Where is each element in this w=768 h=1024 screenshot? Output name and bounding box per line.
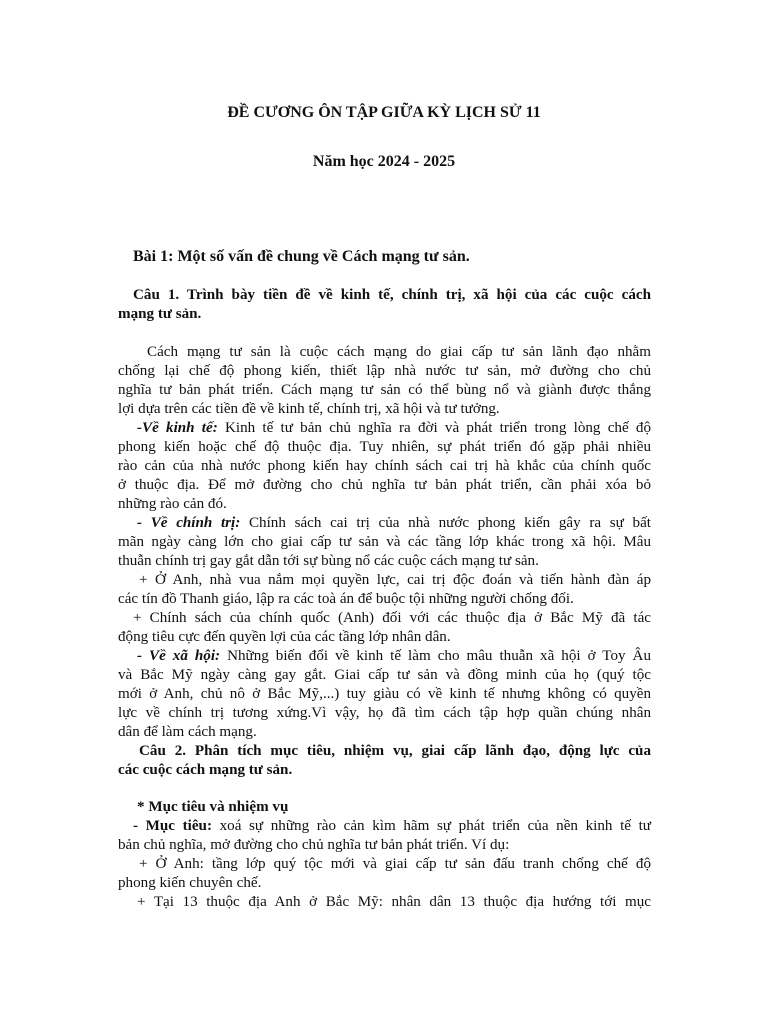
goals-heading: * Mục tiêu và nhiệm vụ: [137, 799, 289, 815]
economy-paragraph: ở thuộc địa. Để mở đường cho chủ nghĩa tư bản phát triển, cần phải xóa bỏ: [118, 477, 651, 493]
intro-paragraph: lợi dựa trên các tiền đề về kinh tế, chính trị, xã hội và tư tưởng.: [118, 401, 500, 417]
goals-paragraph: bản chủ nghĩa, mở đường cho chủ nghĩa tư bản phát triển. Ví dụ:: [118, 837, 510, 853]
economy-label: -Về kinh tế:: [137, 420, 218, 436]
society-text: Những biến đổi về kinh tế làm cho mâu thuẫn xã hội ở Toy Âu: [220, 648, 651, 664]
intro-paragraph: chống lại chế độ phong kiến, thiết lập nhà nước tư sản, mở đường cho chủ: [118, 363, 651, 379]
politics-colonies-item: + Chính sách của chính quốc (Anh) đối với các thuộc địa ở Bắc Mỹ đã tác: [133, 610, 651, 626]
society-paragraph: mới ở Anh, chủ nô ở Bắc Mỹ,...) tuy giàu có về kinh tế nhưng không có quyền: [118, 686, 651, 702]
society-paragraph: và Bắc Mỹ ngày càng gay gắt. Giai cấp tư sản và đồng minh của họ (quý tộc: [118, 667, 651, 683]
economy-text: Kinh tế tư bản chủ nghĩa ra đời và phát triển trong lòng chế độ: [217, 420, 652, 436]
economy-paragraph: rào cản của nhà nước phong kiến hay chính sách cai trị hà khắc của chính quốc: [118, 458, 651, 474]
economy-paragraph: những rào cản đó.: [118, 496, 227, 512]
politics-paragraph: [137, 515, 651, 531]
economy-paragraph: [137, 420, 651, 436]
politics-label: - Về chính trị:: [137, 515, 241, 531]
goals-label: - Mục tiêu:: [133, 818, 212, 834]
intro-paragraph: Cách mạng tư sản là cuộc cách mạng do giai cấp tư sản lãnh đạo nhằm: [147, 344, 651, 360]
goals-england-item: phong kiến chuyên chế.: [118, 875, 262, 891]
question-2-heading: Câu 2. Phân tích mục tiêu, nhiệm vụ, giai cấp lãnh đạo, động lực của: [139, 743, 651, 759]
economy-paragraph: phong kiến hoặc chế độ thuộc địa. Tuy nhiên, sự phát triển đó gặp phải nhiều: [118, 439, 651, 455]
question-1-heading: mạng tư sản.: [118, 306, 202, 322]
society-paragraph: lực về chính trị tương xứng.Vì vậy, họ đã tìm cách tập hợp quần chúng nhân: [118, 705, 651, 721]
politics-paragraph: mãn ngày càng lớn cho giai cấp tư sản và các tầng lớp khác trong xã hội. Mâu: [118, 534, 651, 550]
politics-england-item: + Ở Anh, nhà vua nắm mọi quyền lực, cai trị độc đoán và tiến hành đàn áp: [139, 572, 651, 588]
school-year: Năm học 2024 - 2025: [312, 153, 456, 170]
politics-paragraph: thuẫn chính trị gay gắt dẫn tới sự bùng nổ các cuộc cách mạng tư sản.: [118, 553, 539, 569]
goals-text: xoá sự những rào cản kìm hãm sự phát triển của nền kinh tế tư: [211, 818, 651, 834]
politics-text: Chính sách cai trị của nhà nước phong kiến gây ra sự bất: [240, 515, 651, 531]
politics-england-item: các tín đồ Thanh giáo, lập ra các toà án để buộc tội những người chống đối.: [118, 591, 574, 607]
society-paragraph: [137, 648, 651, 664]
goals-paragraph: [133, 818, 651, 834]
society-paragraph: dân để làm cách mạng.: [118, 724, 257, 740]
goals-thirteen-colonies-item: + Tại 13 thuộc địa Anh ở Bắc Mỹ: nhân dân 13 thuộc địa hướng tới mục: [137, 894, 651, 910]
lesson-heading: Bài 1: Một số vấn đề chung về Cách mạng tư sản.: [133, 248, 470, 265]
goals-england-item: + Ở Anh: tầng lớp quý tộc mới và giai cấp tư sản đấu tranh chống chế độ: [139, 856, 651, 872]
document-title: ĐỀ CƯƠNG ÔN TẬP GIỮA KỲ LỊCH SỬ 11: [227, 104, 541, 121]
question-1-heading: Câu 1. Trình bày tiền đề về kinh tế, chính trị, xã hội của các cuộc cách: [133, 287, 651, 303]
society-label: - Về xã hội:: [137, 648, 221, 664]
politics-colonies-item: động tiêu cực đến quyền lợi của các tầng lớp nhân dân.: [118, 629, 451, 645]
intro-paragraph: nghĩa tư bản phát triển. Cách mạng tư sản có thể bùng nổ và giành được thắng: [118, 382, 651, 398]
question-2-heading: các cuộc cách mạng tư sản.: [118, 762, 293, 778]
